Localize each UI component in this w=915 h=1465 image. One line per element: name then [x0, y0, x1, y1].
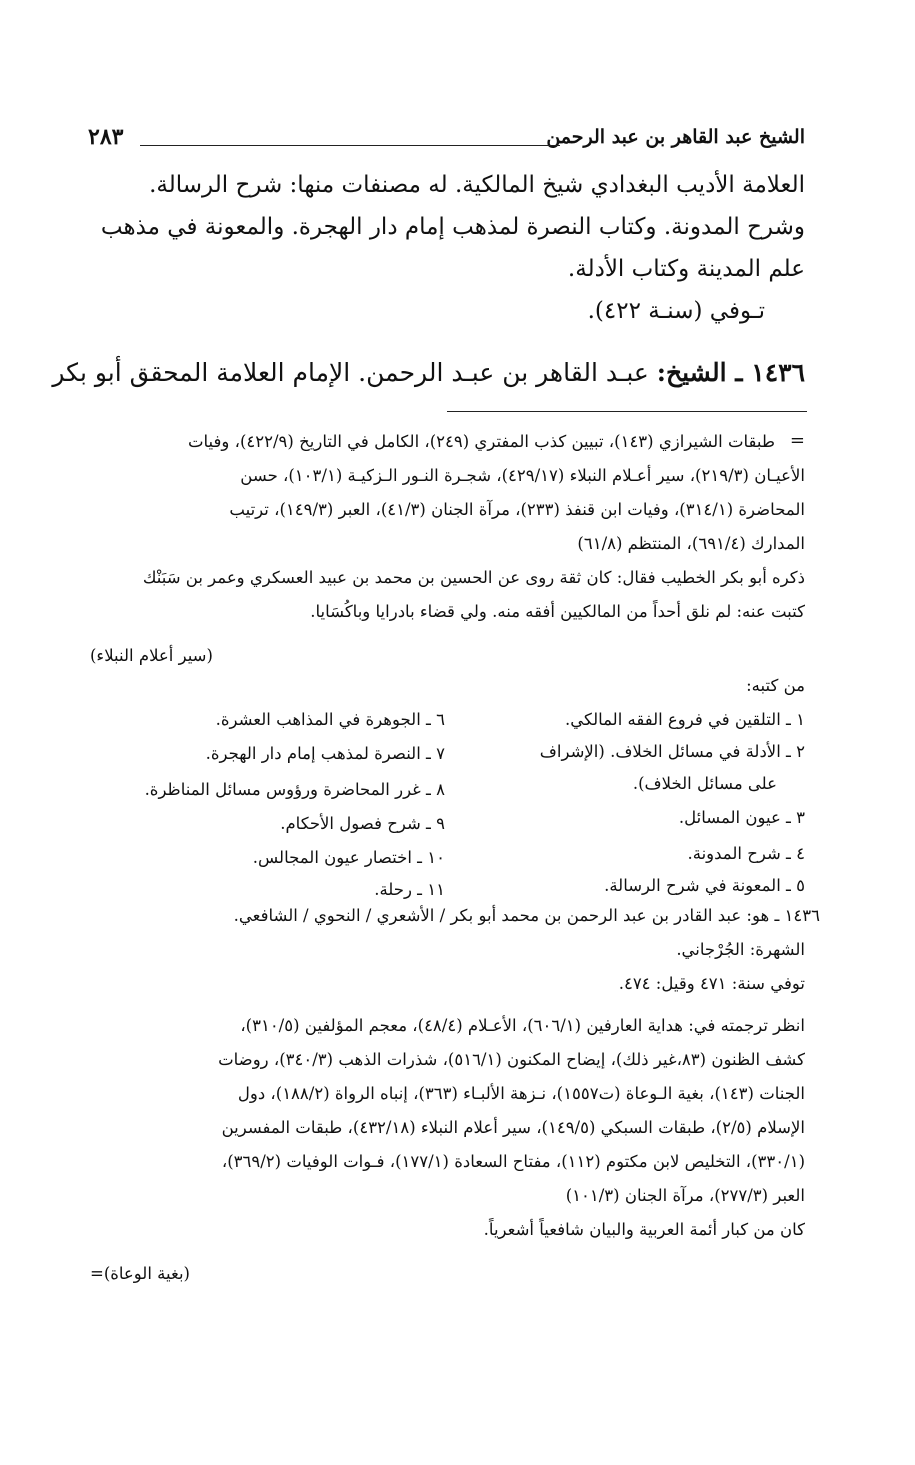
page-number: ٢٨٣: [88, 124, 124, 150]
books-heading: من كتبه:: [746, 676, 805, 695]
book-item: ٤ ـ شرح المدونة.: [687, 844, 805, 863]
entry-number: ١٤٣٦ ـ الشيخ:: [656, 358, 805, 387]
book-item: ١ ـ التلقين في فروع الفقه المالكي.: [564, 710, 805, 729]
book-item: على مسائل الخلاف).: [632, 774, 777, 793]
footnote-line: المدارك (٦٩١/٤)، المنتظم (٦١/٨): [577, 534, 805, 553]
footnote-line: المحاضرة (٣١٤/١)، وفيات ابن قنفذ (٢٣٣)، مرآة الجنان (٤١/٣)، العبر (١٤٩/٣)، ترتيب: [229, 500, 805, 519]
footnote-line: العبر (٢٧٧/٣)، مرآة الجنان (١٠١/٣): [565, 1186, 805, 1205]
footnote-line: ١٤٣٦ ـ هو: عبد القادر بن عبد الرحمن بن محمد أبو بكر / الأشعري / النحوي / الشافعي.: [233, 906, 820, 925]
main-text-line: تـوفي (سنـة ٤٢٢).: [587, 298, 765, 324]
footnote-line: الشهرة: الجُرْجاني.: [676, 940, 805, 959]
main-text-line: العلامة الأديب البغدادي شيخ المالكية. له مصنفات منها: شرح الرسالة.: [149, 172, 805, 198]
book-item: ١١ ـ رحلة.: [374, 880, 445, 899]
footnote-source: (بغية الوعاة)=: [90, 1264, 190, 1283]
book-item: ٦ ـ الجوهرة في المذاهب العشرة.: [215, 710, 445, 729]
book-item: ٥ ـ المعونة في شرح الرسالة.: [604, 876, 805, 895]
footnote-line: توفي سنة: ٤٧١ وقيل: ٤٧٤.: [618, 974, 805, 993]
footnote-line: كتبت عنه: لم نلق أحداً من المالكيين أفقه منه. ولي قضاء بادرايا وباكُسَايا.: [310, 602, 805, 621]
running-head-title: الشيخ عبد القاهر بن عبد الرحمن: [546, 126, 805, 148]
footnote-rule: [447, 411, 807, 412]
footnote-line: (٣٣٠/١)، التخليص لابن مكتوم (١١٢)، مفتاح السعادة (١٧٧/١)، فـوات الوفيات (٣٦٩/٢)،: [221, 1152, 805, 1171]
header-rule: [140, 145, 560, 146]
footnote-line: كان من كبار أئمة العربية والبيان شافعياً أشعرياً.: [483, 1220, 805, 1239]
book-item: ٨ ـ غرر المحاضرة ورؤوس مسائل المناظرة.: [144, 780, 445, 799]
footnote-line: كشف الظنون (٨٣،غير ذلك)، إيضاح المكنون (٥١٦/١)، شذرات الذهب (٣٤٠/٣)، روضات: [218, 1050, 805, 1069]
footnote-line: الإسلام (٢/٥)، طبقات السبكي (١٤٩/٥)، سير أعلام النبلاء (٤٣٢/١٨)، طبقات المفسرين: [221, 1118, 805, 1137]
main-text-line: علم المدينة وكتاب الأدلة.: [567, 256, 805, 282]
footnote-line: انظر ترجمته في: هداية العارفين (٦٠٦/١)، الأعـلام (٤٨/٤)، معجم المؤلفين (٣١٠/٥)،: [240, 1016, 805, 1035]
footnote-line: الجنات (١٤٣)، بغية الـوعاة (ت١٥٥٧)، نـزهة الألبـاء (٣٦٣)، إنباه الرواة (١٨٨/٢)، دول: [237, 1084, 805, 1103]
footnote-line: طبقات الشيرازي (١٤٣)، تبيين كذب المفتري (٢٤٩)، الكامل في التاريخ (٤٢٢/٩)، وفيات: [188, 432, 775, 451]
footnote-line: ذكره أبو بكر الخطيب فقال: كان ثقة روى عن الحسين بن محمد بن عبيد العسكري وعمر بن سَبَنْك: [142, 568, 805, 587]
book-item: ١٠ ـ اختصار عيون المجالس.: [252, 848, 445, 867]
book-item: ٢ ـ الأدلة في مسائل الخلاف. (الإشراف: [539, 742, 805, 761]
footnote-continuation-mark: =: [789, 430, 805, 451]
main-text-line: وشرح المدونة. وكتاب النصرة لمذهب إمام دار الهجرة. والمعونة في مذهب: [100, 214, 805, 240]
footnote-line: الأعيـان (٢١٩/٣)، سير أعـلام النبلاء (٤٢٩/١٧)، شجـرة النـور الـزكيـة (١٠٣/١)، حسن: [240, 466, 805, 485]
footnote-source: (سير أعلام النبلاء): [90, 646, 213, 665]
book-item: ٩ ـ شرح فصول الأحكام.: [280, 814, 445, 833]
entry-heading: [52, 358, 805, 387]
entry-text: عبـد القاهر بن عبـد الرحمن. الإمام العلامة المحقق أبو بكر: [52, 358, 649, 387]
book-item: ٣ ـ عيون المسائل.: [678, 808, 805, 827]
book-item: ٧ ـ النصرة لمذهب إمام دار الهجرة.: [205, 744, 445, 763]
